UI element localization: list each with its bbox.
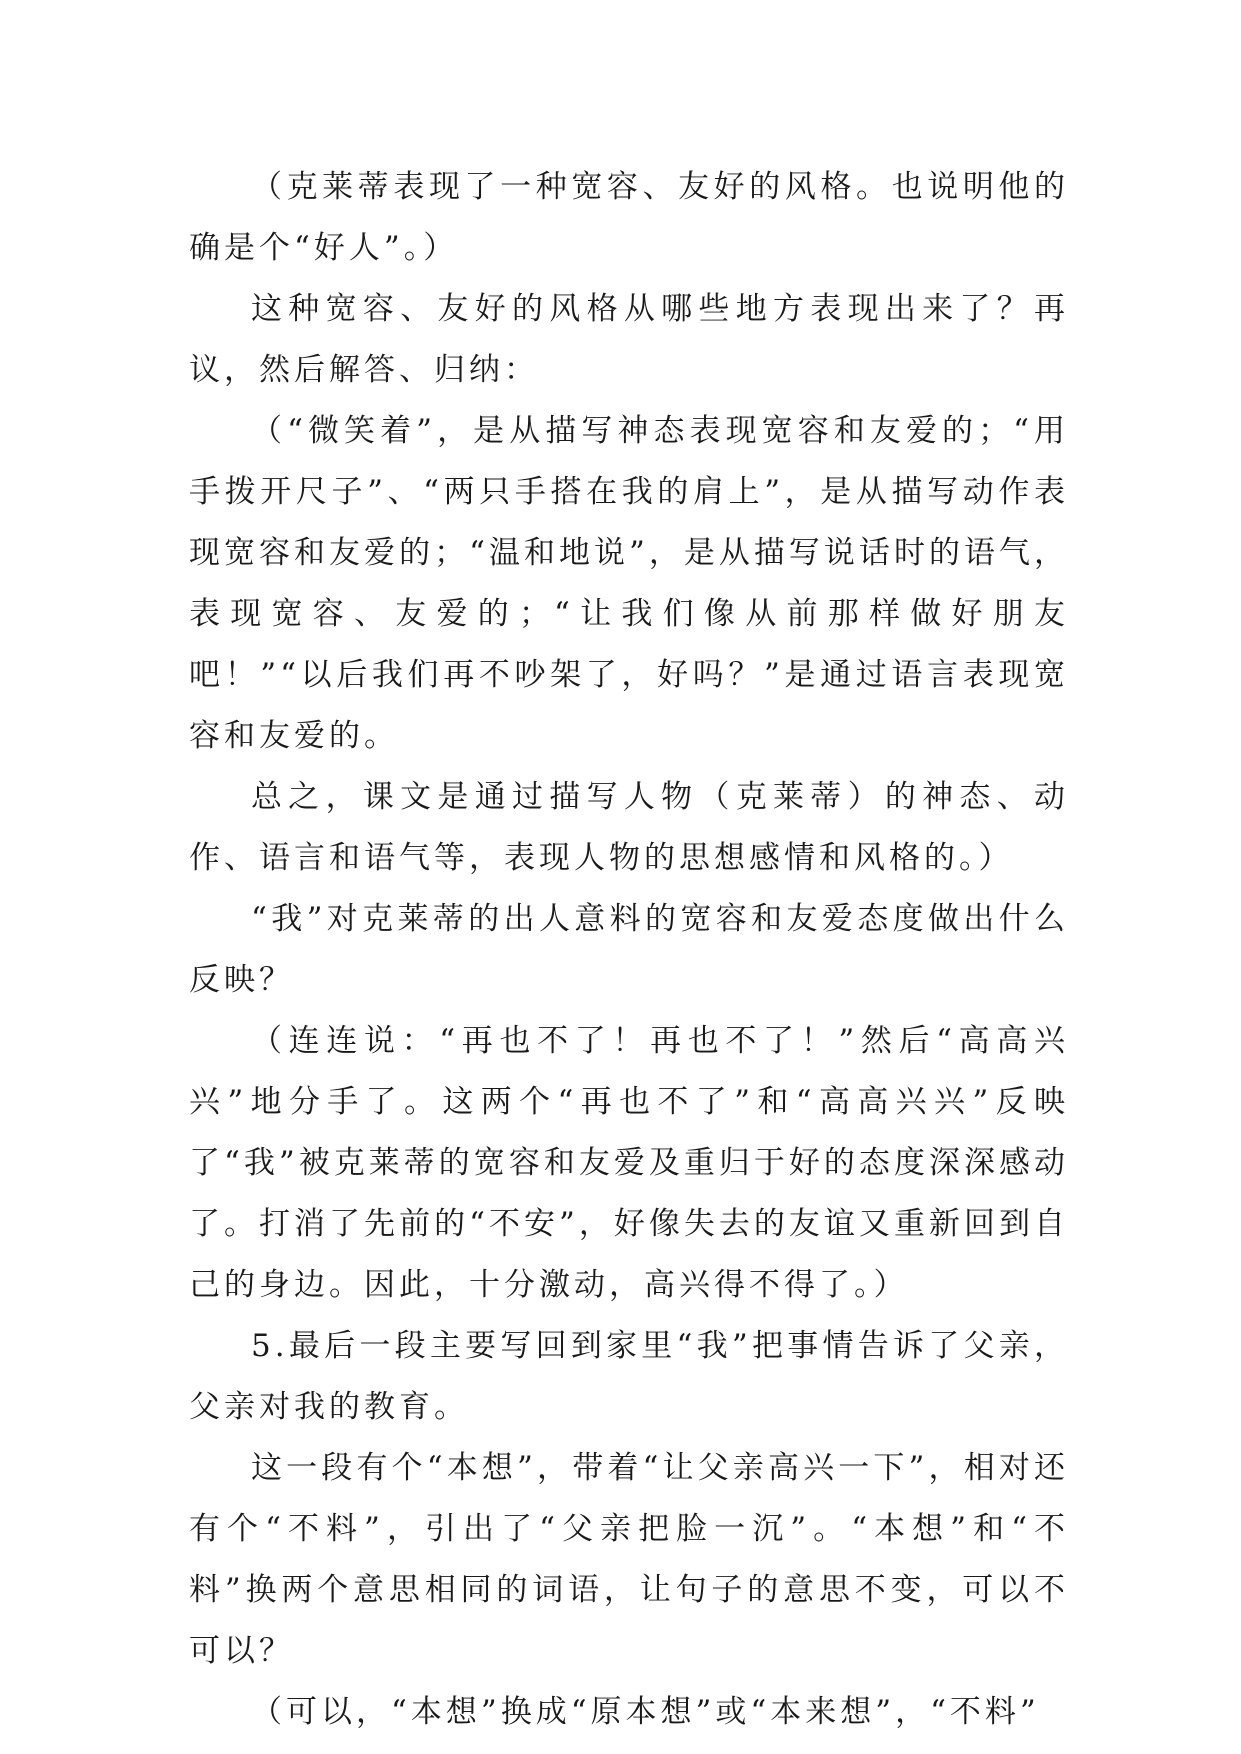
paragraph-7: 5.最后一段主要写回到家里“我”把事情告诉了父亲，父亲对我的教育。	[189, 1328, 1069, 1425]
paragraph-6: （连连说：“再也不了！再也不了！”然后“高高兴兴”地分手了。这两个“再也不了”和“高高兴兴”反映了“我”被克莱蒂的宽容和友爱及重归于好的态度深深感动了。打消了先前的“不安”，好像失去的友谊又重新回到自己的身边。因此，十分激动，高兴得不得了。）	[189, 1023, 1069, 1303]
paragraph-8: 这一段有个“本想”，带着“让父亲高兴一下”，相对还有个“不料”，引出了“父亲把脸一沉”。“本想”和“不料”换两个意思相同的词语，让句子的意思不变，可以不可以？	[189, 1450, 1069, 1669]
paragraph-2: 这种宽容、友好的风格从哪些地方表现出来了？再议，然后解答、归纳：	[189, 291, 1069, 388]
paragraph-4: 总之，课文是通过描写人物（克莱蒂）的神态、动作、语言和语气等，表现人物的思想感情和风格的。）	[189, 779, 1069, 876]
paragraph-3: （“微笑着”，是从描写神态表现宽容和友爱的；“用手拨开尺子”、“两只手搭在我的肩上”，是从描写动作表现宽容和友爱的；“温和地说”，是从描写说话时的语气，表现宽容、友爱的；“让我们像从前那样做好朋友吧！”“以后我们再不吵架了，好吗？”是通过语言表现宽容和友爱的。	[189, 413, 1069, 754]
paragraph-1: （克莱蒂表现了一种宽容、友好的风格。也说明他的确是个“好人”。）	[189, 169, 1069, 266]
document-body	[189, 157, 1069, 1743]
paragraph-5: “我”对克莱蒂的出人意料的宽容和友爱态度做出什么反映？	[189, 901, 1069, 998]
paragraph-9: （可以，“本想”换成“原本想”或“本来想”，“不料”	[251, 1694, 1040, 1730]
